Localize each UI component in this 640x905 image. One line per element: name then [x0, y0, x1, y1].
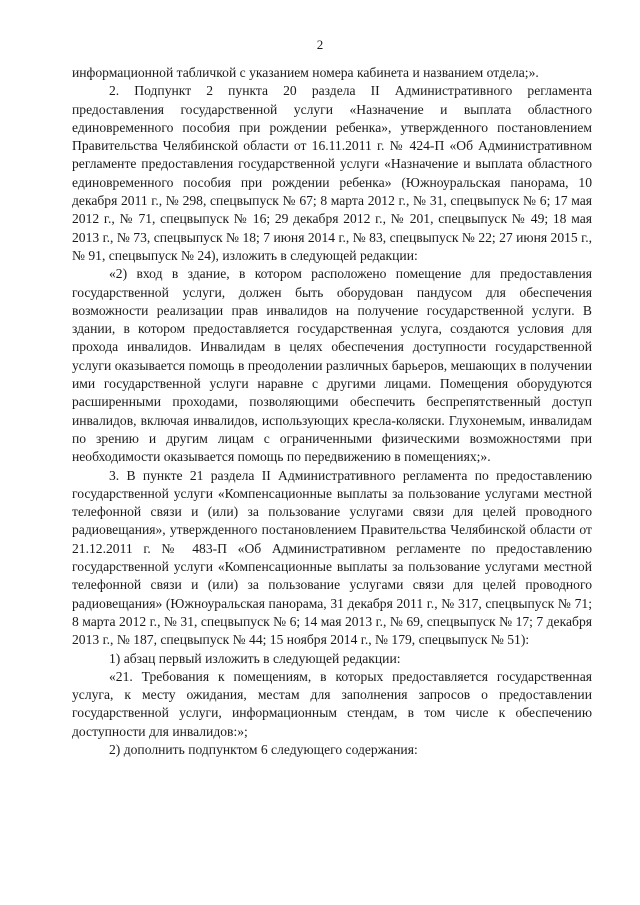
- paragraph-item-3: 3. В пункте 21 раздела II Административного регламента по предоставлению государственной услуги «Компенсационные выплаты за пользование услугами местной телефонной связи и (или) за пользование услугами связи для целей проводного радиовещания», утвержденного постановлением Правительства Челябинской области от 21.12.2011 г. № 483-П «Об Административном регламенте по предоставлению государственной услуги «Компенсационные выплаты за пользование услугами местной телефонной связи и (или) за пользование услугами связи для целей проводного радиовещания» (Южноуральская панорама, 31 декабря 2011 г., № 317, спецвыпуск № 71; 8 марта 2012 г., № 31, спецвыпуск № 6; 14 мая 2013 г., № 69, спецвыпуск № 17; 7 декабря 2013 г., № 187, спецвыпуск № 44; 15 ноября 2014 г., № 179, спецвыпуск № 51):: [72, 467, 592, 648]
- paragraph-subitem-1: 1) абзац первый изложить в следующей редакции:: [109, 650, 401, 666]
- paragraph-continuation: информационной табличкой с указанием номера кабинета и названием отдела;».: [72, 65, 539, 80]
- body-text: [72, 64, 592, 759]
- paragraph-subitem-2: 2) дополнить подпунктом 6 следующего содержания:: [109, 741, 418, 757]
- paragraph-item-2: 2. Подпункт 2 пункта 20 раздела II Административного регламента предоставления государственной услуги «Назначение и выплата областного единовременного пособия при рождении ребенка», утвержденного постановлением Правительства Челябинской области от 16.11.2011 г. № 424-П «Об Административном регламенте предоставления государственной услуги «Назначение и выплата областного единовременного пособия при рождении ребенка» (Южноуральская панорама, 10 декабря 2011 г., № 298, спецвыпуск № 67; 8 марта 2012 г., № 31, спецвыпуск № 6; 17 мая 2012 г., № 71, спецвыпуск № 16; 29 декабря 2012 г., № 201, спецвыпуск № 49; 18 мая 2013 г., № 73, спецвыпуск № 18; 7 июня 2014 г., № 83, спецвыпуск № 22; 27 июня 2015 г., № 91, спецвыпуск № 24), изложить в следующей редакции:: [72, 83, 592, 263]
- paragraph-quote-item-21: «21. Требования к помещениям, в которых предоставляется государственная услуга, к месту ожидания, местам для заполнения запросов о предоставлении государственной услуги, информационным стендам, в том числе к обеспечению доступности для инвалидов:»;: [72, 668, 592, 739]
- page-number: 2: [316, 37, 324, 52]
- paragraph-quote-subitem-2: «2) вход в здание, в котором расположено помещение для предоставления государственной услуги, должен быть оборудован пандусом для обеспечения возможности реализации прав инвалидов на получение государственной услуги. В здании, в котором предоставляется государственная услуга, создаются условия для прохода инвалидов. Инвалидам в целях обеспечения доступности государственной услуги оказывается помощь в преодолении различных барьеров, мешающих в получении ими государственной услуги наравне с другими лицами. Помещения оборудуются расширенными проходами, позволяющими обеспечить беспрепятственный доступ инвалидов, включая инвалидов, использующих кресла-коляски. Глухонемым, инвалидам по зрению и другим лицам с ограниченными физическими возможностями при необходимости оказывается помощь по передвижению в помещениях;».: [72, 266, 592, 465]
